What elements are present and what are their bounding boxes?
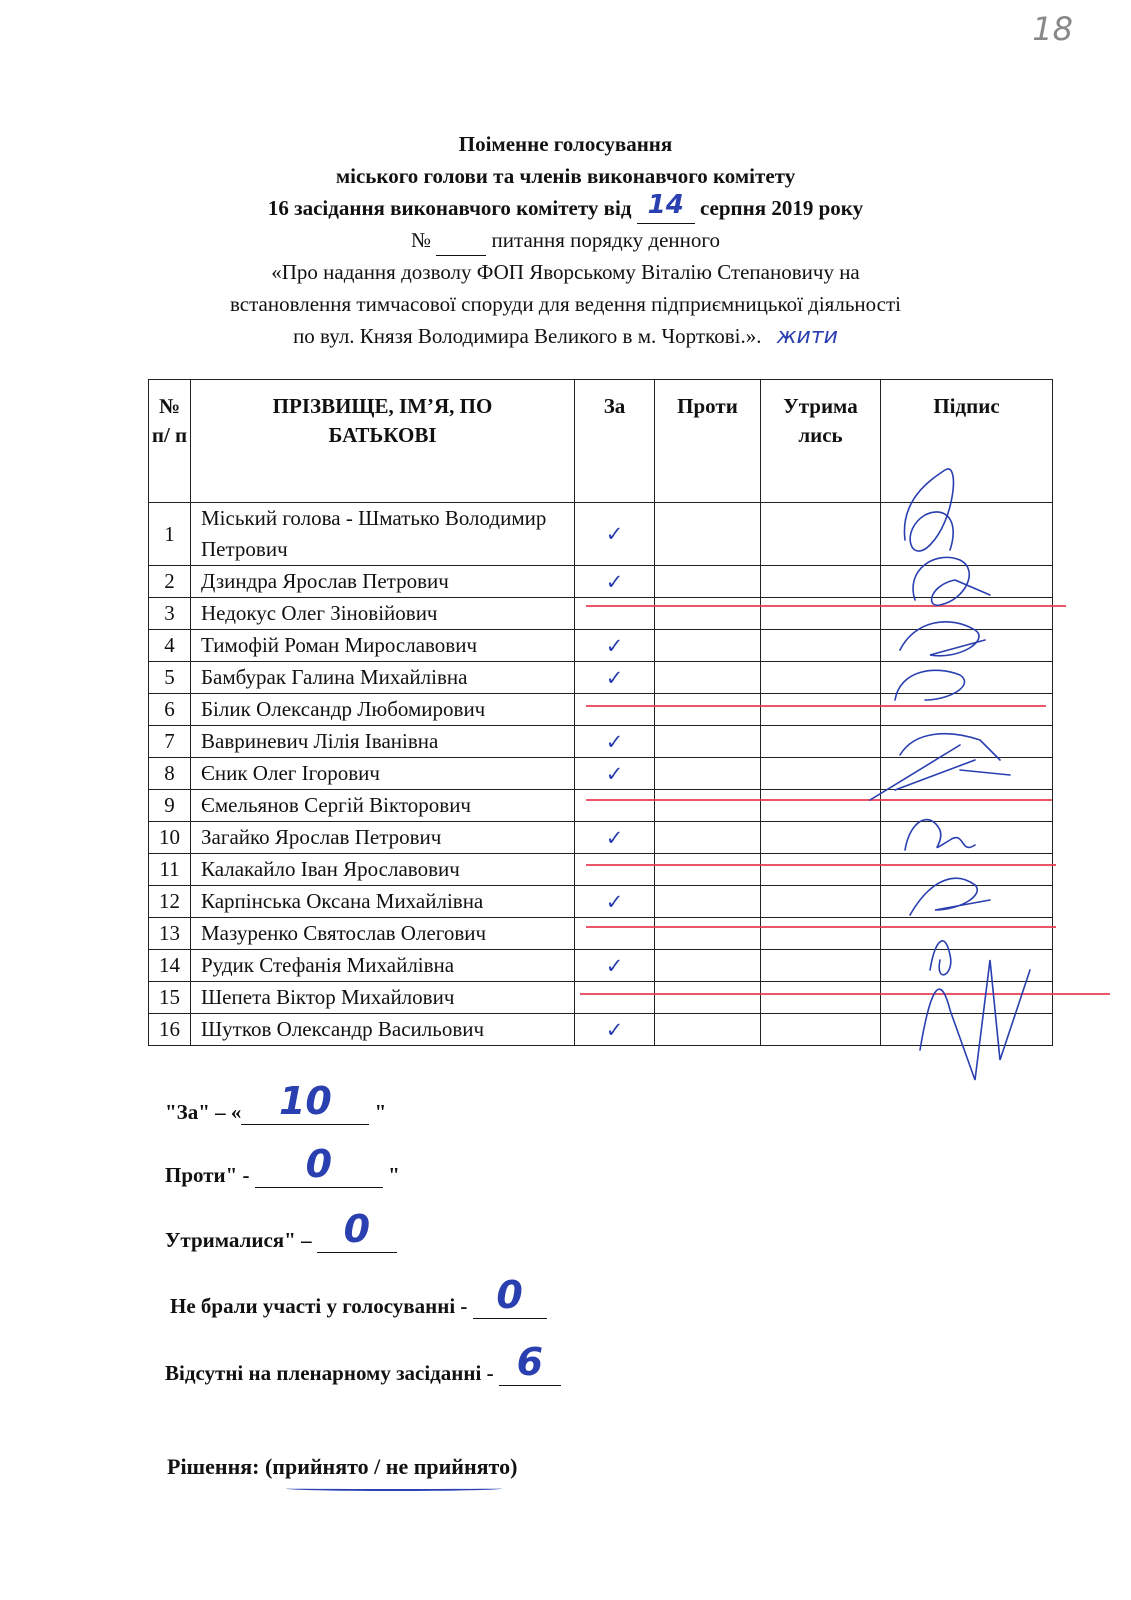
summary-decision: Рішення: (прийнято / не прийнято) bbox=[167, 1454, 518, 1479]
row-num: 11 bbox=[149, 854, 191, 886]
table-row bbox=[149, 950, 1053, 982]
signature-cell bbox=[881, 598, 1053, 630]
summary-absent bbox=[165, 1340, 561, 1386]
signature-cell bbox=[881, 758, 1053, 790]
table-row bbox=[149, 822, 1053, 854]
row-num: 16 bbox=[149, 1014, 191, 1046]
row-name: Шутков Олександр Васильович bbox=[191, 1014, 575, 1046]
row-name: Шепета Віктор Михайлович bbox=[191, 982, 575, 1014]
page-number: 18 bbox=[1032, 10, 1073, 48]
strike-line-row-3 bbox=[586, 605, 1066, 607]
signature-cell bbox=[881, 630, 1053, 662]
header-against: Проти bbox=[655, 380, 761, 503]
summary-against bbox=[165, 1142, 400, 1188]
signature-cell bbox=[881, 982, 1053, 1014]
row-num: 9 bbox=[149, 790, 191, 822]
header-for: За bbox=[575, 380, 655, 503]
table-header-row bbox=[149, 380, 1053, 503]
vote-abstain-cell bbox=[761, 662, 881, 694]
vote-against-cell bbox=[655, 790, 761, 822]
row-name: Мазуренко Святослав Олегович bbox=[191, 918, 575, 950]
vote-for-check: ✓ bbox=[575, 566, 655, 598]
vote-for-check: ✓ bbox=[575, 822, 655, 854]
header-signature: Підпис bbox=[881, 380, 1053, 503]
agenda-label: питання порядку денного bbox=[491, 228, 720, 252]
vote-abstain-cell bbox=[761, 1014, 881, 1046]
table-row bbox=[149, 1014, 1053, 1046]
row-name: Карпінська Оксана Михайлівна bbox=[191, 886, 575, 918]
vote-abstain-cell bbox=[761, 726, 881, 758]
summary-abstain-label: Утрималися" – bbox=[165, 1228, 312, 1252]
vote-abstain-cell bbox=[761, 918, 881, 950]
summary-for bbox=[165, 1079, 387, 1125]
vote-for-check bbox=[575, 918, 655, 950]
summary-against-close: " bbox=[388, 1163, 400, 1187]
strike-line-row-13 bbox=[586, 926, 1056, 928]
date-day-handwritten: 14 bbox=[647, 190, 684, 220]
strike-line-row-6 bbox=[586, 705, 1046, 707]
signature-cell bbox=[881, 822, 1053, 854]
vote-against-cell bbox=[655, 630, 761, 662]
vote-for-check bbox=[575, 598, 655, 630]
vote-against-cell bbox=[655, 566, 761, 598]
summary-for-label: "За" – « bbox=[165, 1100, 242, 1124]
row-num: 1 bbox=[149, 503, 191, 566]
table-row bbox=[149, 726, 1053, 758]
summary-abstain bbox=[165, 1207, 397, 1253]
voting-table bbox=[148, 379, 1053, 1046]
strike-line-row-15 bbox=[580, 993, 1110, 995]
summary-for-value: 10 bbox=[278, 1079, 332, 1123]
vote-abstain-cell bbox=[761, 503, 881, 566]
row-num: 15 bbox=[149, 982, 191, 1014]
date-month-year: серпня 2019 року bbox=[699, 196, 864, 220]
row-name: Ємельянов Сергій Вікторович bbox=[191, 790, 575, 822]
vote-for-check: ✓ bbox=[575, 1014, 655, 1046]
row-name: Міський голова - Шматько Володимир Петрович bbox=[191, 503, 575, 566]
vote-against-cell bbox=[655, 854, 761, 886]
table-row bbox=[149, 694, 1053, 726]
table-row bbox=[149, 630, 1053, 662]
vote-for-check: ✓ bbox=[575, 630, 655, 662]
table-row bbox=[149, 566, 1053, 598]
summary-absent-value: 6 bbox=[516, 1340, 544, 1384]
row-num: 5 bbox=[149, 662, 191, 694]
summary-against-blank bbox=[255, 1142, 383, 1188]
signature-cell bbox=[881, 662, 1053, 694]
row-num: 14 bbox=[149, 950, 191, 982]
vote-for-check bbox=[575, 854, 655, 886]
row-name: Білик Олександр Любомирович bbox=[191, 694, 575, 726]
row-num: 13 bbox=[149, 918, 191, 950]
summary-absent-label: Відсутні на пленарному засіданні - bbox=[165, 1361, 494, 1385]
vote-for-check: ✓ bbox=[575, 662, 655, 694]
summary-against-label: Проти" - bbox=[165, 1163, 250, 1187]
table-row bbox=[149, 662, 1053, 694]
signature-cell bbox=[881, 694, 1053, 726]
vote-abstain-cell bbox=[761, 950, 881, 982]
table-row bbox=[149, 790, 1053, 822]
topic-line-2: встановлення тимчасової споруди для ведення підприємницької діяльності bbox=[229, 292, 901, 316]
vote-against-cell bbox=[655, 662, 761, 694]
vote-against-cell bbox=[655, 950, 761, 982]
vote-abstain-cell bbox=[761, 598, 881, 630]
row-num: 6 bbox=[149, 694, 191, 726]
vote-abstain-cell bbox=[761, 886, 881, 918]
title-line-1: Поіменне голосування bbox=[458, 132, 673, 156]
vote-abstain-cell bbox=[761, 822, 881, 854]
strike-line-row-11 bbox=[586, 864, 1056, 866]
row-num: 3 bbox=[149, 598, 191, 630]
vote-for-check bbox=[575, 982, 655, 1014]
vote-abstain-cell bbox=[761, 694, 881, 726]
table-row bbox=[149, 886, 1053, 918]
vote-for-check: ✓ bbox=[575, 950, 655, 982]
row-num: 10 bbox=[149, 822, 191, 854]
table-row bbox=[149, 503, 1053, 566]
summary-abstain-blank bbox=[317, 1207, 397, 1253]
vote-abstain-cell bbox=[761, 566, 881, 598]
topic-line-3-text: по вул. Князя Володимира Великого в м. Чорткові.». bbox=[293, 324, 762, 348]
summary-not-voted-blank bbox=[473, 1273, 547, 1319]
vote-against-cell bbox=[655, 726, 761, 758]
header-num: № п/ п bbox=[149, 380, 191, 503]
topic-line-1: «Про надання дозволу ФОП Яворському Віталію Степановичу на bbox=[271, 260, 860, 284]
summary-not-voted-value: 0 bbox=[496, 1273, 523, 1317]
vote-for-check: ✓ bbox=[575, 726, 655, 758]
title-line-4 bbox=[0, 224, 1131, 256]
vote-abstain-cell bbox=[761, 982, 881, 1014]
summary-not-voted-label: Не брали участі у голосуванні - bbox=[170, 1294, 468, 1318]
signature-cell bbox=[881, 503, 1053, 566]
signature-cell bbox=[881, 950, 1053, 982]
row-name: Загайко Ярослав Петрович bbox=[191, 822, 575, 854]
row-num: 12 bbox=[149, 886, 191, 918]
vote-against-cell bbox=[655, 822, 761, 854]
vote-for-check bbox=[575, 694, 655, 726]
vote-abstain-cell bbox=[761, 758, 881, 790]
header-name: ПРІЗВИЩЕ, ІМ’Я, ПО БАТЬКОВІ bbox=[191, 380, 575, 503]
row-num: 7 bbox=[149, 726, 191, 758]
date-day-blank bbox=[637, 190, 695, 224]
strike-line-row-9 bbox=[586, 799, 1052, 801]
summary-for-close: " bbox=[374, 1100, 387, 1124]
agenda-number-blank bbox=[436, 233, 486, 256]
row-name: Рудик Стефанія Михайлівна bbox=[191, 950, 575, 982]
summary-for-blank bbox=[241, 1079, 369, 1125]
signature-cell bbox=[881, 1014, 1053, 1046]
row-num: 4 bbox=[149, 630, 191, 662]
handwritten-initials: жити bbox=[776, 324, 838, 349]
vote-against-cell bbox=[655, 758, 761, 790]
row-name: Калакайло Іван Ярославович bbox=[191, 854, 575, 886]
row-name: Бамбурак Галина Михайлівна bbox=[191, 662, 575, 694]
row-name: Недокус Олег Зіновійович bbox=[191, 598, 575, 630]
header-abstain: Утрима лись bbox=[761, 380, 881, 503]
signature-cell bbox=[881, 886, 1053, 918]
summary-not-voted bbox=[170, 1273, 547, 1319]
vote-against-cell bbox=[655, 1014, 761, 1046]
table-row bbox=[149, 982, 1053, 1014]
row-num: 2 bbox=[149, 566, 191, 598]
vote-for-check: ✓ bbox=[575, 886, 655, 918]
vote-for-check: ✓ bbox=[575, 758, 655, 790]
row-name: Вавриневич Лілія Іванівна bbox=[191, 726, 575, 758]
vote-abstain-cell bbox=[761, 790, 881, 822]
vote-against-cell bbox=[655, 886, 761, 918]
vote-against-cell bbox=[655, 918, 761, 950]
vote-against-cell bbox=[655, 694, 761, 726]
title-line-2: міського голови та членів виконавчого комітету bbox=[335, 164, 796, 188]
table-row bbox=[149, 758, 1053, 790]
document-header bbox=[0, 128, 1131, 353]
table-row bbox=[149, 854, 1053, 886]
signature-cell bbox=[881, 918, 1053, 950]
row-num: 8 bbox=[149, 758, 191, 790]
signature-cell bbox=[881, 854, 1053, 886]
vote-for-check: ✓ bbox=[575, 503, 655, 566]
signature-cell bbox=[881, 790, 1053, 822]
vote-abstain-cell bbox=[761, 854, 881, 886]
meeting-number: 16 засідання виконавчого комітету від bbox=[267, 196, 632, 220]
row-name: Дзиндра Ярослав Петрович bbox=[191, 566, 575, 598]
vote-for-check bbox=[575, 790, 655, 822]
title-line-3 bbox=[0, 192, 1131, 224]
summary-against-value: 0 bbox=[305, 1142, 333, 1186]
table-row bbox=[149, 918, 1053, 950]
vote-against-cell bbox=[655, 982, 761, 1014]
vote-against-cell bbox=[655, 503, 761, 566]
signature-cell bbox=[881, 726, 1053, 758]
agenda-number-label: № bbox=[411, 228, 432, 252]
decision-handwritten-underline bbox=[286, 1486, 502, 1491]
summary-absent-blank bbox=[499, 1340, 561, 1386]
table-row bbox=[149, 598, 1053, 630]
row-name: Єник Олег Ігорович bbox=[191, 758, 575, 790]
row-name: Тимофій Роман Мирославович bbox=[191, 630, 575, 662]
vote-abstain-cell bbox=[761, 630, 881, 662]
vote-against-cell bbox=[655, 598, 761, 630]
signature-cell bbox=[881, 566, 1053, 598]
topic-line-3 bbox=[0, 320, 1131, 353]
summary-abstain-value: 0 bbox=[343, 1207, 371, 1251]
